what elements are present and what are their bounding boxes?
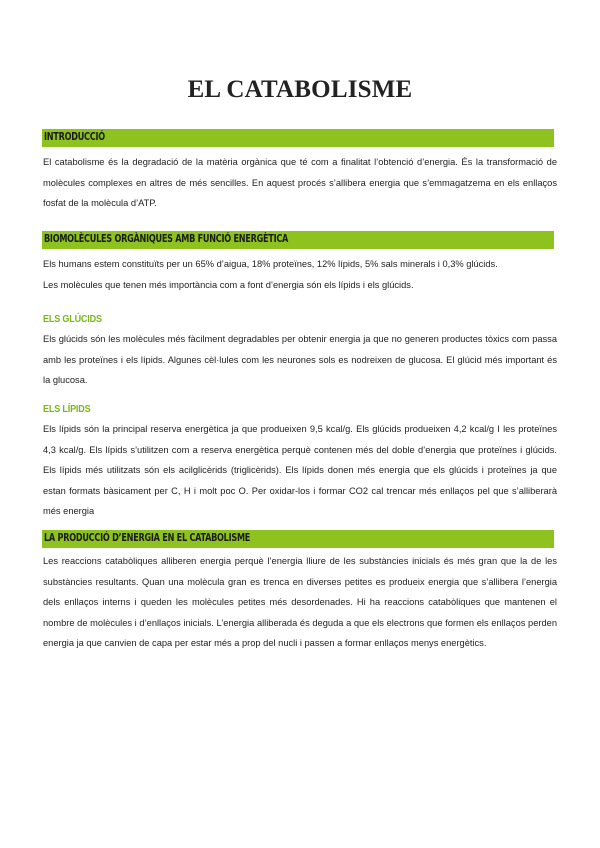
- biomolecules-paragraph: [43, 254, 557, 295]
- subheading-lipids: ELS LÍPIDS: [43, 403, 91, 415]
- section-heading-biomolecules-label: BIOMOLÈCULES ORGÀNIQUES AMB FUNCIÓ ENERGÈTICA: [44, 233, 289, 245]
- page-title: EL CATABOLISME: [187, 76, 413, 103]
- section-heading-biomolecules: [42, 231, 554, 249]
- intro-paragraph: El catabolisme és la degradació de la matèria orgànica que té com a finalitat l’obtenció d’energia. És la transformació de molècules complexes en altres de més sencilles. En aquest procés s’allibera energia que s’emmagatzema en els enllaços fosfat de la molècula d’ATP.: [43, 157, 557, 208]
- section-heading-produccio-label: LA PRODUCCIÓ D’ENERGIA EN EL CATABOLISME: [44, 532, 251, 544]
- section-heading-intro: [42, 129, 554, 147]
- glucids-paragraph: Els glúcids són les molècules més fàcilment degradables per obtenir energia ja que no generen productes tòxics com passa amb les proteïnes i els lípids. Algunes cèl·lules com les neurones sols es nodreixen de glucosa. El glúcid més important és la glucosa.: [43, 334, 557, 385]
- subheading-glucids: ELS GLÚCIDS: [43, 313, 102, 325]
- biomolecules-line-2: Les molècules que tenen més importància com a font d’energia són els lípids i els glúcids.: [43, 279, 414, 290]
- biomolecules-line-1: Els humans estem constituïts per un 65% d’aigua, 18% proteïnes, 12% lípids, 5% sals minerals i 0,3% glúcids.: [43, 259, 498, 269]
- produccio-paragraph: Les reaccions catabòliques alliberen energia perquè l’energia lliure de les substàncies inicials és més gran que la de les substàncies resultants. Quan una molècula gran es trenca en diverses petites es produeix energia que s’allibera l’energia dels enllaços interns i queden les molècules petites més desordenades. Hi ha reaccions catabòliques que mantenen el nombre de molècules i d’enllaços inicials. L’energia alliberada és deguda a que els electrons que formen els enllaços perden energia ja que canvien de capa per estar més a prop del nucli i passen a formar enllaços menys energètics.: [43, 556, 557, 648]
- section-heading-intro-label: INTRODUCCIÓ: [44, 131, 105, 143]
- section-heading-produccio: [42, 530, 554, 548]
- lipids-paragraph: Els lípids són la principal reserva energètica ja que produeixen 9,5 kcal/g. Els glúcids produeixen 4,2 kcal/g I les proteïnes 4,3 kcal/g. Els lípids s’utilitzen com a reserva energètica perquè contenen més del doble d’energia que proteïnes i glúcids. Els lípids més utilitzats són els acilglicèrids (triglicèrids). Els lípids donen més energia que els glúcids i proteïnes ja que estan formats bàsicament per C, H i molt poc O. Per oxidar-los i formar CO2 cal trencar més enllaços pel que s’alliberarà més energia: [43, 424, 557, 516]
